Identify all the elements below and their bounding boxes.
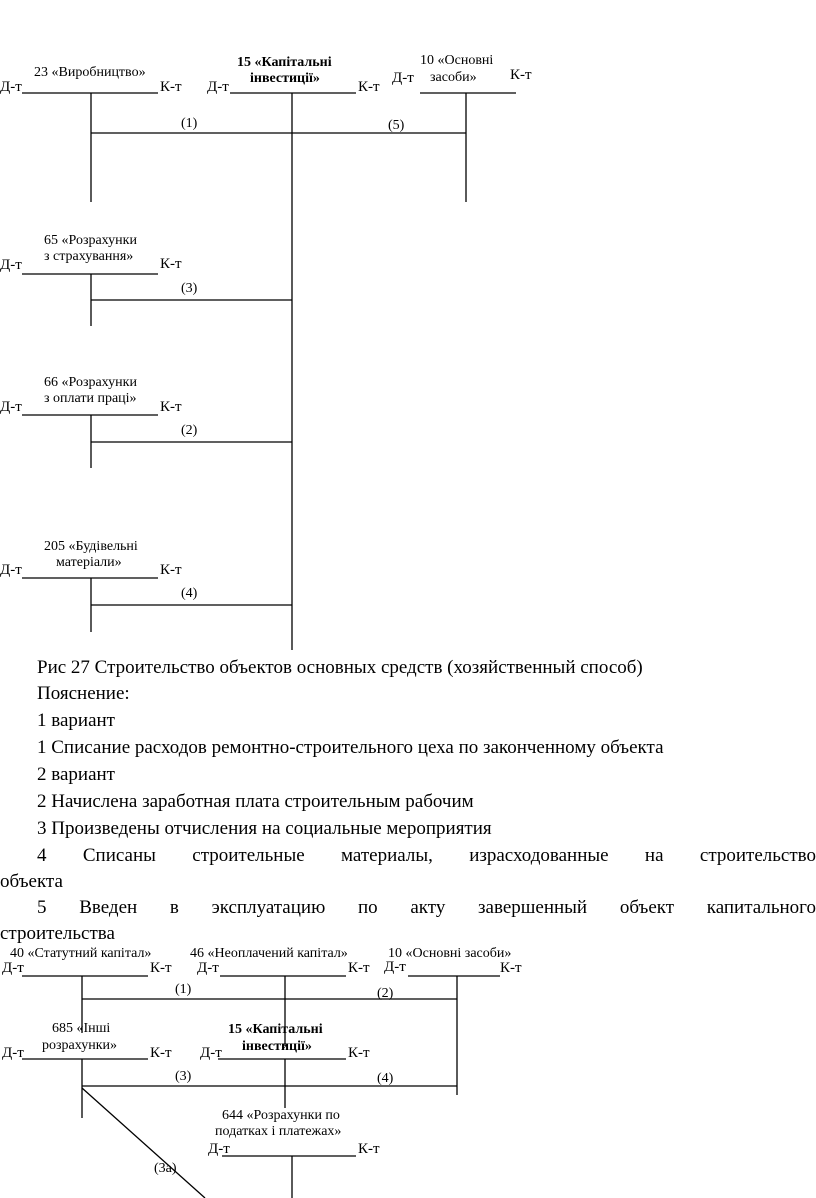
account-66-credit: К-т — [160, 399, 182, 415]
account-15-label-line1: 15 «Капітальні — [237, 55, 332, 70]
account-15b-debit: Д-т — [200, 1045, 222, 1061]
entry-2-label: (2) — [181, 423, 198, 438]
account-644-debit: Д-т — [208, 1141, 230, 1157]
item-4-line-2: объекта — [0, 871, 63, 892]
account-15b-label-line1: 15 «Капітальні — [228, 1022, 323, 1037]
account-644-label-line2: податках і платежах» — [215, 1124, 342, 1139]
explanation-line-2: 1 Списание расходов ремонтно-строительного цеха по законченному объекта — [37, 737, 664, 758]
explanation-item-5 — [0, 895, 816, 947]
account-40-credit: К-т — [150, 960, 172, 976]
entry-b4-label: (4) — [377, 1071, 394, 1086]
explanation-heading: Пояснение: — [37, 683, 130, 704]
account-644-label-line1: 644 «Розрахунки по — [222, 1108, 340, 1123]
entry-b2-label: (2) — [377, 986, 394, 1001]
account-685-label-line2: розрахунки» — [42, 1038, 117, 1053]
explanation-line-3: 2 вариант — [37, 764, 115, 785]
explanation-line-4: 2 Начислена заработная плата строительным рабочим — [37, 791, 474, 812]
account-15-label-line2: інвестиції» — [250, 71, 320, 86]
explanation-line-1: 1 вариант — [37, 710, 115, 731]
account-685-credit: К-т — [150, 1045, 172, 1061]
account-644-credit: К-т — [358, 1141, 380, 1157]
item-5-line-1: 5 Введен в эксплуатацию по акту завершенный объект капитального — [37, 897, 816, 918]
explanation-item-4 — [0, 843, 816, 895]
account-46-label: 46 «Неоплачений капітал» — [190, 946, 348, 961]
entry-b3a-label: (3а) — [154, 1161, 177, 1176]
account-205-label-line1: 205 «Будівельні — [44, 539, 138, 554]
entry-4-label: (4) — [181, 586, 198, 601]
account-10-label-line2: засоби» — [430, 70, 477, 85]
account-40-debit: Д-т — [2, 960, 24, 976]
account-10-debit: Д-т — [392, 70, 414, 86]
account-23-debit: Д-т — [0, 79, 22, 95]
account-65-debit: Д-т — [0, 257, 22, 273]
account-205-debit: Д-т — [0, 562, 22, 578]
account-15b-credit: К-т — [348, 1045, 370, 1061]
item-4-line-1: 4 Списаны строительные материалы, израсходованные на строительство — [37, 845, 816, 866]
account-10-credit: К-т — [510, 67, 532, 83]
account-205-label-line2: матеріали» — [56, 555, 122, 570]
account-205-credit: К-т — [160, 562, 182, 578]
account-15b-label-line2: інвестиції» — [242, 1039, 312, 1054]
item-5-line-2: строительства — [0, 923, 115, 944]
entry-3-label: (3) — [181, 281, 198, 296]
entry-b1-label: (1) — [175, 982, 192, 997]
account-40-label: 40 «Статутний капітал» — [10, 946, 152, 961]
account-65-credit: К-т — [160, 256, 182, 272]
figure-caption: Рис 27 Строительство объектов основных средств (хозяйственный способ) — [37, 657, 643, 678]
account-66-debit: Д-т — [0, 399, 22, 415]
account-65-label-line2: з страхування» — [44, 249, 134, 264]
account-10b-debit: Д-т — [384, 959, 406, 975]
account-23-credit: К-т — [160, 79, 182, 95]
entry-5-label: (5) — [388, 118, 405, 133]
explanation-line-5: 3 Произведены отчисления на социальные мероприятия — [37, 818, 492, 839]
entry-b3a-line — [82, 1088, 205, 1198]
account-66-label-line1: 66 «Розрахунки — [44, 375, 137, 390]
account-10-label-line1: 10 «Основні — [420, 53, 494, 68]
entry-b3-label: (3) — [175, 1069, 192, 1084]
account-46-debit: Д-т — [197, 960, 219, 976]
entry-1-label: (1) — [181, 116, 198, 131]
account-10b-label: 10 «Основні засоби» — [388, 946, 512, 961]
account-65-label-line1: 65 «Розрахунки — [44, 233, 137, 248]
account-685-debit: Д-т — [2, 1045, 24, 1061]
account-15-debit: Д-т — [207, 79, 229, 95]
account-23-label: 23 «Виробництво» — [34, 65, 146, 80]
account-685-label-line1: 685 «Інші — [52, 1021, 111, 1036]
account-15-credit: К-т — [358, 79, 380, 95]
account-10b-credit: К-т — [500, 960, 522, 976]
account-66-label-line2: з оплати праці» — [44, 391, 137, 406]
account-46-credit: К-т — [348, 960, 370, 976]
